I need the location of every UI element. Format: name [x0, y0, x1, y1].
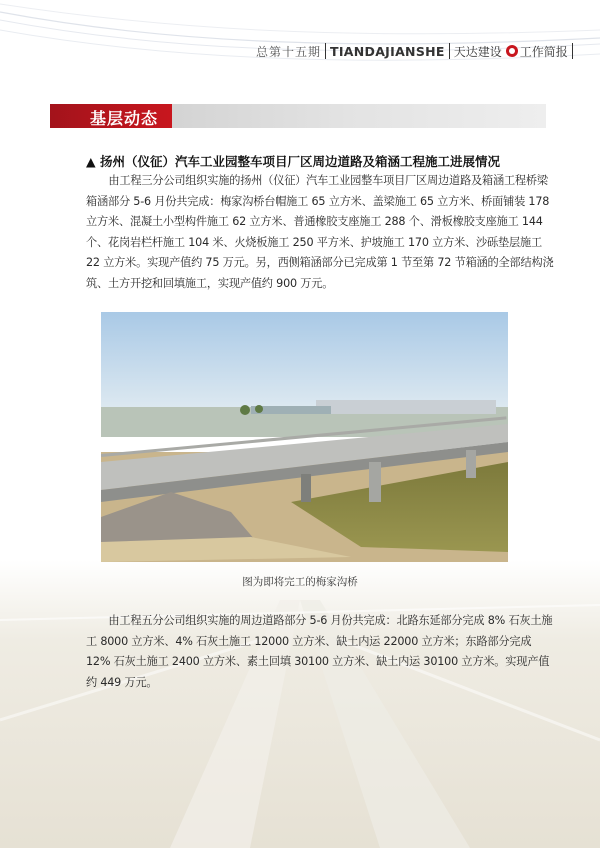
article-title: ▲ 扬州（仪征）汽车工业园整车项目厂区周边道路及箱涵工程施工进展情况: [86, 154, 500, 169]
article-paragraph-1: 由工程三分公司组织实施的扬州（仪征）汽车工业园整车项目厂区周边道路及箱涵工程桥梁箱涵部分 5-6 月份共完成：梅家沟桥台帽施工 65 立方米、盖梁施工 65 立方米、桥面铺装 178 立方米、混凝土小型构件施工 62 立方米、普通橡胶支座施工 288 个、滑板橡胶支座施工 144 个、花岗岩栏杆施工 104 米、火烧板施工 250 平方米、护坡施工 170 立方米、沙砾垫层施工 22 立方米。实现产值约 75 万元。另，西侧箱涵部分已完成第 1 节至第 72 节箱涵的全部结构浇筑、土方开挖和回填施工，实现产值约 900 万元。: [86, 174, 554, 290]
brand-chinese: 天达建设: [453, 44, 502, 59]
company-logo-icon: [506, 45, 518, 57]
photo-caption: 图为即将完工的梅家沟桥: [242, 576, 358, 588]
bridge-photo: [101, 312, 508, 562]
section-title: 基层动态: [90, 109, 159, 128]
article-paragraph-2: 由工程五分公司组织实施的周边道路部分 5-6 月份共完成：北路东延部分完成 8% 石灰土施工 8000 立方米、4% 石灰土施工 12000 立方米、缺土内运 22000 立方米；东路部分完成 12% 石灰土施工 2400 立方米、素土回填 30100 立方米、缺土内运 30100 立方米。实现产值约 449 万元。: [86, 614, 553, 689]
section-header: [50, 104, 546, 128]
divider: [449, 43, 450, 59]
brand-english: TIANDAJIANSHE: [330, 43, 445, 59]
issue-number: 总第十五期: [256, 44, 322, 59]
masthead: [256, 41, 577, 61]
publication-name: 工作简报: [519, 44, 568, 59]
divider: [325, 43, 326, 59]
divider: [572, 43, 573, 59]
header-decoration: [0, 0, 600, 80]
